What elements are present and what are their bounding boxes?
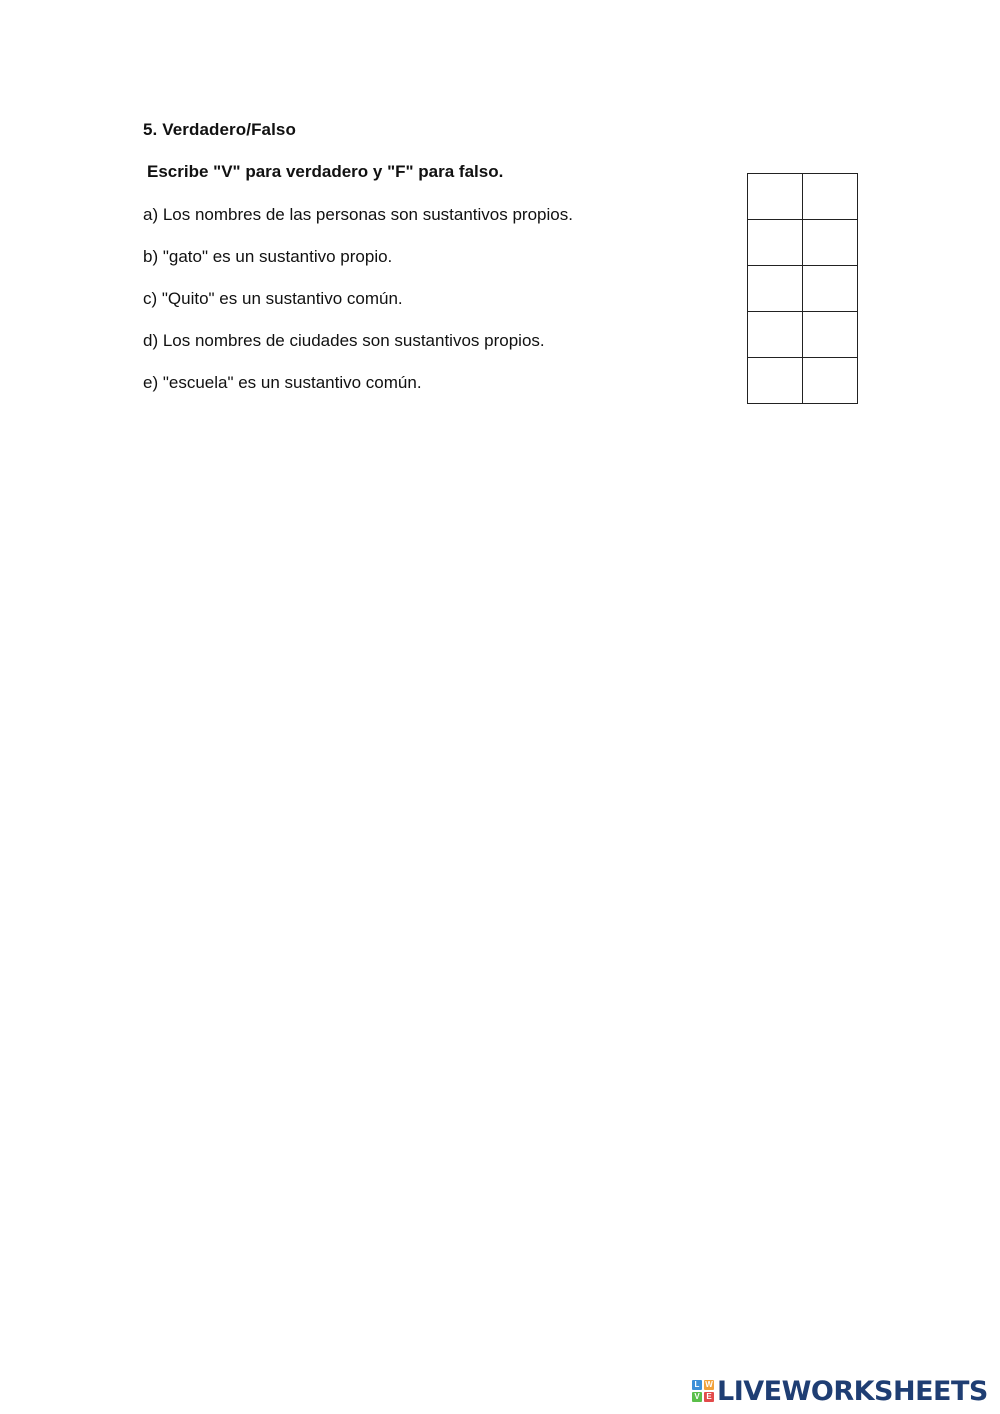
- answer-row-e: [748, 358, 858, 404]
- logo-square-e: E: [704, 1392, 714, 1402]
- answer-row-d: [748, 312, 858, 358]
- liveworksheets-logo: [692, 1374, 988, 1408]
- statement-e: e) "escuela" es un sustantivo común.: [143, 373, 422, 392]
- statement-list: [143, 204, 573, 414]
- answer-row-a: [748, 174, 858, 220]
- answer-cell[interactable]: [803, 174, 858, 220]
- statement-c: c) "Quito" es un sustantivo común.: [143, 289, 403, 308]
- answer-cell[interactable]: [748, 266, 803, 312]
- answer-cell[interactable]: [803, 220, 858, 266]
- answer-cell[interactable]: [748, 174, 803, 220]
- logo-square-l: L: [692, 1380, 702, 1390]
- statement-d: d) Los nombres de ciudades son sustantivos propios.: [143, 331, 545, 350]
- answer-row-c: [748, 266, 858, 312]
- answer-cell[interactable]: [803, 312, 858, 358]
- answer-cell[interactable]: [748, 220, 803, 266]
- logo-wordmark: LIVEWORKSHEETS: [717, 1375, 988, 1407]
- answer-cell[interactable]: [803, 266, 858, 312]
- answer-cell[interactable]: [748, 312, 803, 358]
- answer-cell[interactable]: [748, 358, 803, 404]
- instruction-text: Escribe "V" para verdadero y "F" para falso.: [147, 162, 504, 181]
- logo-square-w: W: [705, 1380, 713, 1389]
- logo-square-v: V: [692, 1392, 702, 1402]
- answer-cell[interactable]: [803, 358, 858, 404]
- section-title: 5. Verdadero/Falso: [143, 120, 296, 139]
- answer-row-b: [748, 220, 858, 266]
- answer-grid: [747, 173, 858, 404]
- logo-mark-icon: [692, 1380, 714, 1402]
- statement-a: a) Los nombres de las personas son sustantivos propios.: [143, 205, 573, 224]
- statement-b: b) "gato" es un sustantivo propio.: [143, 247, 393, 266]
